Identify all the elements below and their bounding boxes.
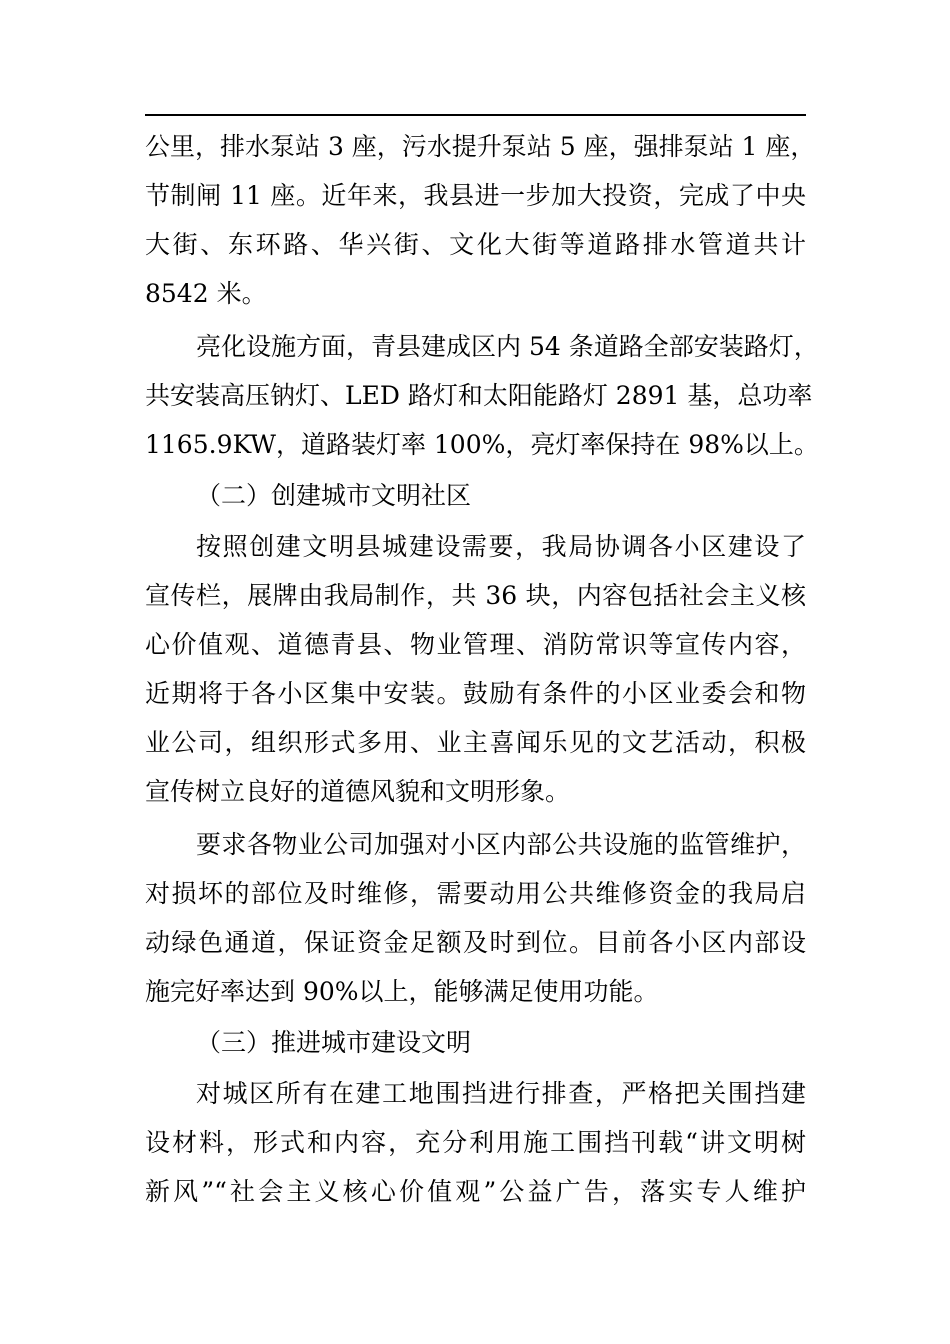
paragraph-4-line-3: 动绿色通道，保证资金足额及时到位。目前各小区内部设 [145, 928, 806, 957]
section-heading-2: （二）创建城市文明社区 [196, 481, 472, 510]
paragraph-4-line-2: 对损坏的部位及时维修，需要动用公共维修资金的我局启 [145, 879, 806, 908]
section-heading-3: （三）推进城市建设文明 [196, 1028, 472, 1057]
paragraph-3-line-2: 宣传栏，展牌由我局制作，共 36 块，内容包括社会主义核 [145, 581, 806, 610]
paragraph-3-line-4: 近期将于各小区集中安装。鼓励有条件的小区业委会和物 [145, 679, 806, 708]
paragraph-2-line-3: 1165.9KW，道路装灯率 100%，亮灯率保持在 98%以上。 [145, 430, 819, 459]
paragraph-2-line-1: 亮化设施方面，青县建成区内 54 条道路全部安装路灯， [196, 332, 819, 361]
paragraph-2-line-2: 共安装高压钠灯、LED 路灯和太阳能路灯 2891 基，总功率 [145, 381, 813, 410]
paragraph-3-line-3: 心价值观、道德青县、物业管理、消防常识等宣传内容， [145, 630, 806, 659]
paragraph-5-line-2: 设材料，形式和内容，充分利用施工围挡刊载“讲文明树 [145, 1128, 806, 1157]
paragraph-1-line-1: 公里，排水泵站 3 座，污水提升泵站 5 座，强排泵站 1 座， [145, 132, 816, 161]
paragraph-1-line-3: 大街、东环路、华兴街、文化大街等道路排水管道共计 [145, 230, 806, 259]
paragraph-4-line-4: 施完好率达到 90%以上，能够满足使用功能。 [145, 977, 659, 1006]
paragraph-5-line-3: 新风”“社会主义核心价值观”公益广告，落实专人维护 [145, 1177, 806, 1206]
paragraph-1-line-4: 8542 米。 [145, 279, 267, 308]
paragraph-3-line-1: 按照创建文明县城建设需要，我局协调各小区建设了 [196, 532, 806, 561]
header-rule [145, 114, 806, 116]
paragraph-3-line-5: 业公司，组织形式多用、业主喜闻乐见的文艺活动，积极 [145, 728, 806, 757]
paragraph-3-line-6: 宣传树立良好的道德风貌和文明形象。 [145, 777, 571, 806]
paragraph-1-line-2: 节制闸 11 座。近年来，我县进一步加大投资，完成了中央 [145, 181, 806, 210]
paragraph-5-line-1: 对城区所有在建工地围挡进行排查，严格把关围挡建 [196, 1079, 806, 1108]
paragraph-4-line-1: 要求各物业公司加强对小区内部公共设施的监管维护， [196, 830, 806, 859]
